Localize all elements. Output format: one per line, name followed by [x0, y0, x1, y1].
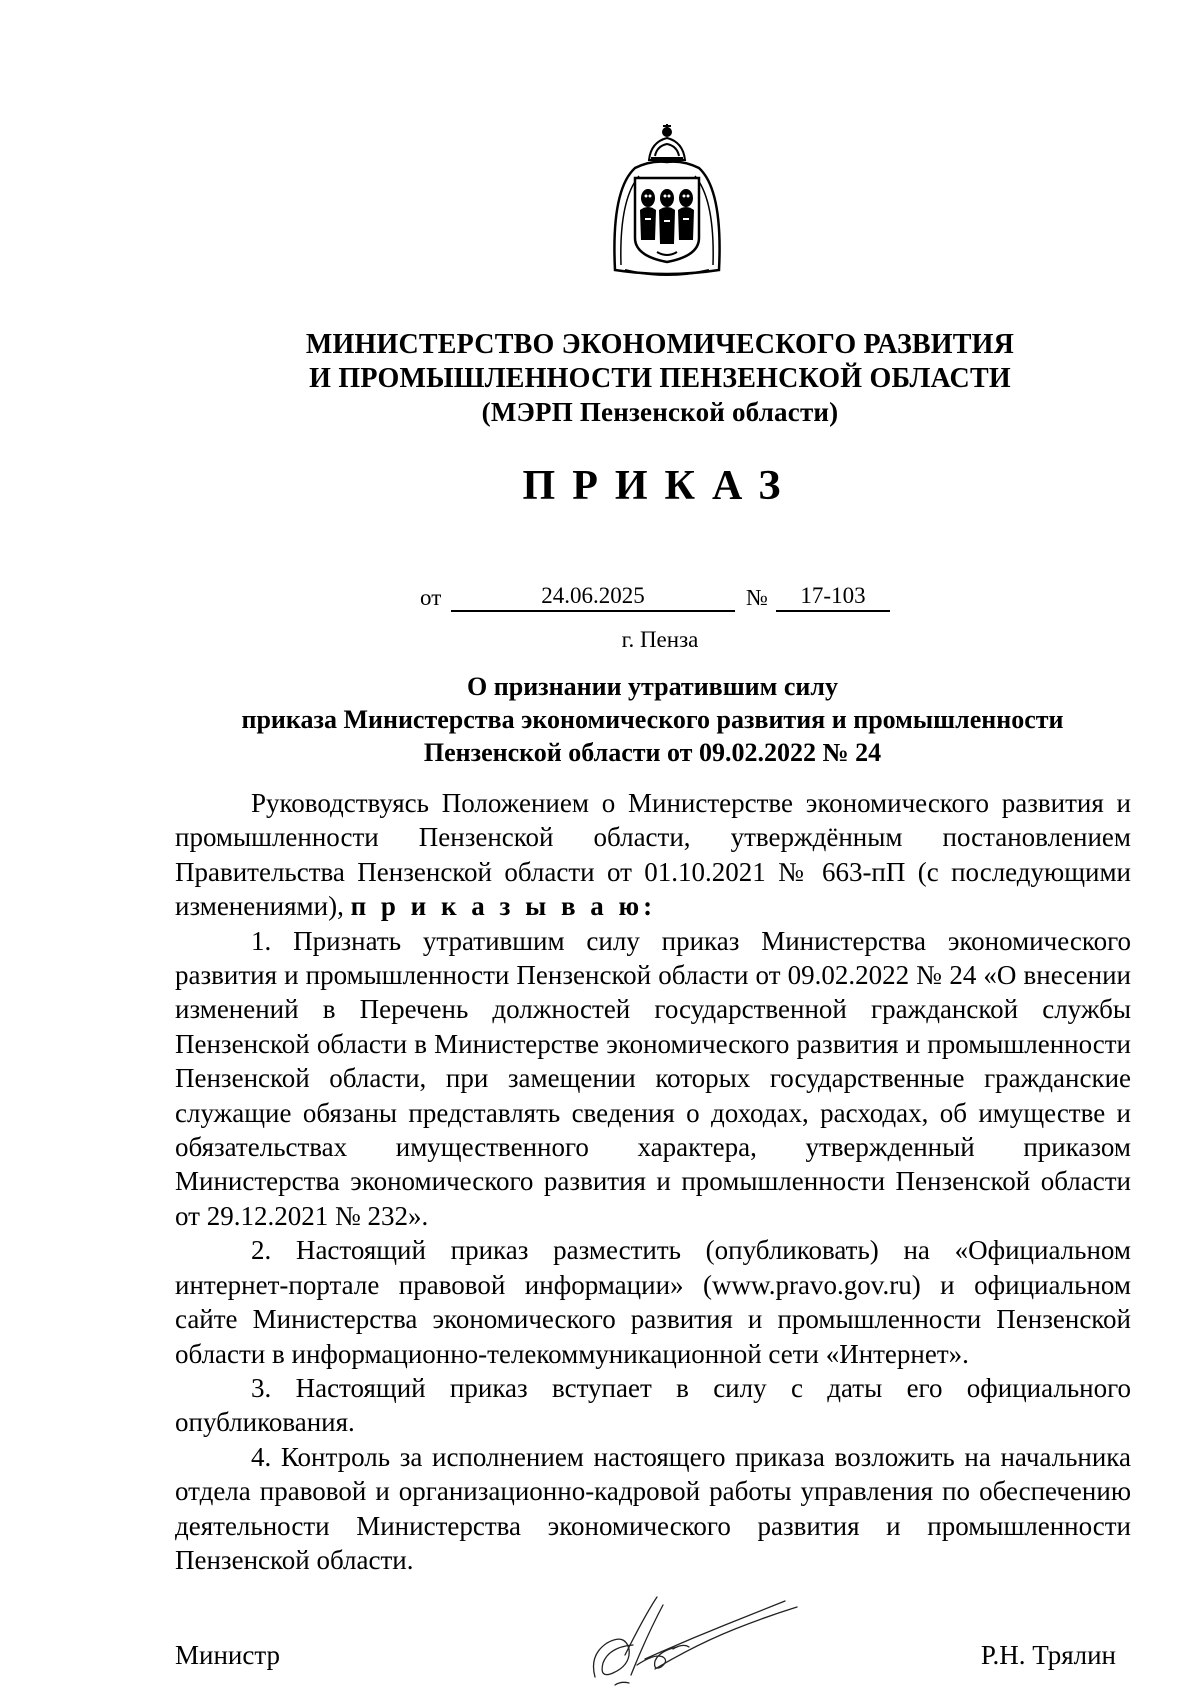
order-word: п р и к а з ы в а ю: [350, 891, 657, 922]
document-date: 24.06.2025 [451, 582, 735, 612]
crown-icon [649, 124, 685, 160]
date-label: от [420, 585, 442, 610]
document-type-title: ПРИКАЗ [522, 463, 798, 509]
order-item-4: 4. Контроль за исполнением настоящего приказа возложить на начальника отдела правовой и организационно-кадровой работы управления по обеспечению деятельности Министерства экономического развития и промышленности Пензенской области. [175, 1441, 1131, 1575]
signer-name: Р.Н. Трялин [980, 1640, 1116, 1670]
preamble-text: Руководствуясь Положением о Министерстве экономического развития и промышленности Пензенской области, утверждённым постановлением Правительства Пензенской области от 01.10.2021 № 663-пП (с последующими изменениями), [175, 788, 1131, 922]
coat-of-arms-emblem [605, 120, 730, 280]
organization-short-name: (МЭРП Пензенской области) [481, 397, 839, 427]
city-line: г. Пенза [621, 627, 699, 652]
signer-role: Министр [175, 1640, 280, 1670]
organization-name-line1: МИНИСТЕРСТВО ЭКОНОМИЧЕСКОГО РАЗВИТИЯ [305, 329, 1015, 360]
subject-line1: О признании утратившим силу [467, 672, 838, 701]
organization-name-line2: И ПРОМЫШЛЕННОСТИ ПЕНЗЕНСКОЙ ОБЛАСТИ [309, 363, 1011, 394]
order-item-1: 1. Признать утратившим силу приказ Министерства экономического развития и промышленности Пензенской области от 09.02.2022 № 24 «О внесении изменений в Перечень должностей государственной гражданской службы Пензенской области в Министерстве экономического развития и промышленности Пензенской области, при замещении которых государственные гражданские служащие обязаны представлять сведения о доходах, расходах, об имуществе и обязательствах имущественного характера, утвержденный приказом Министерства экономического развития и промышленности Пензенской области от 29.12.2021 № 232». [175, 925, 1131, 1231]
subject-line3: Пензенской области от 09.02.2022 № 24 [423, 738, 882, 767]
subject-line2: приказа Министерства экономического развития и промышленности [241, 705, 1064, 734]
number-label: № [746, 585, 768, 610]
order-item-2: 2. Настоящий приказ разместить (опубликовать) на «Официальном интернет-портале правовой информации» (www.pravo.gov.ru) и официальном сайте Министерства экономического развития и промышленности Пензенской области в информационно-телекоммуникационной сети «Интернет». [175, 1235, 1131, 1369]
document-subject [175, 670, 1130, 769]
document-body [175, 786, 1131, 1577]
shield-figures [640, 189, 694, 244]
preamble-paragraph [175, 786, 1131, 924]
signature-row [175, 1640, 1131, 1680]
document-number: 17-103 [776, 582, 890, 612]
order-item-3: 3. Настоящий приказ вступает в силу с даты его официального опубликования. [175, 1372, 1131, 1438]
